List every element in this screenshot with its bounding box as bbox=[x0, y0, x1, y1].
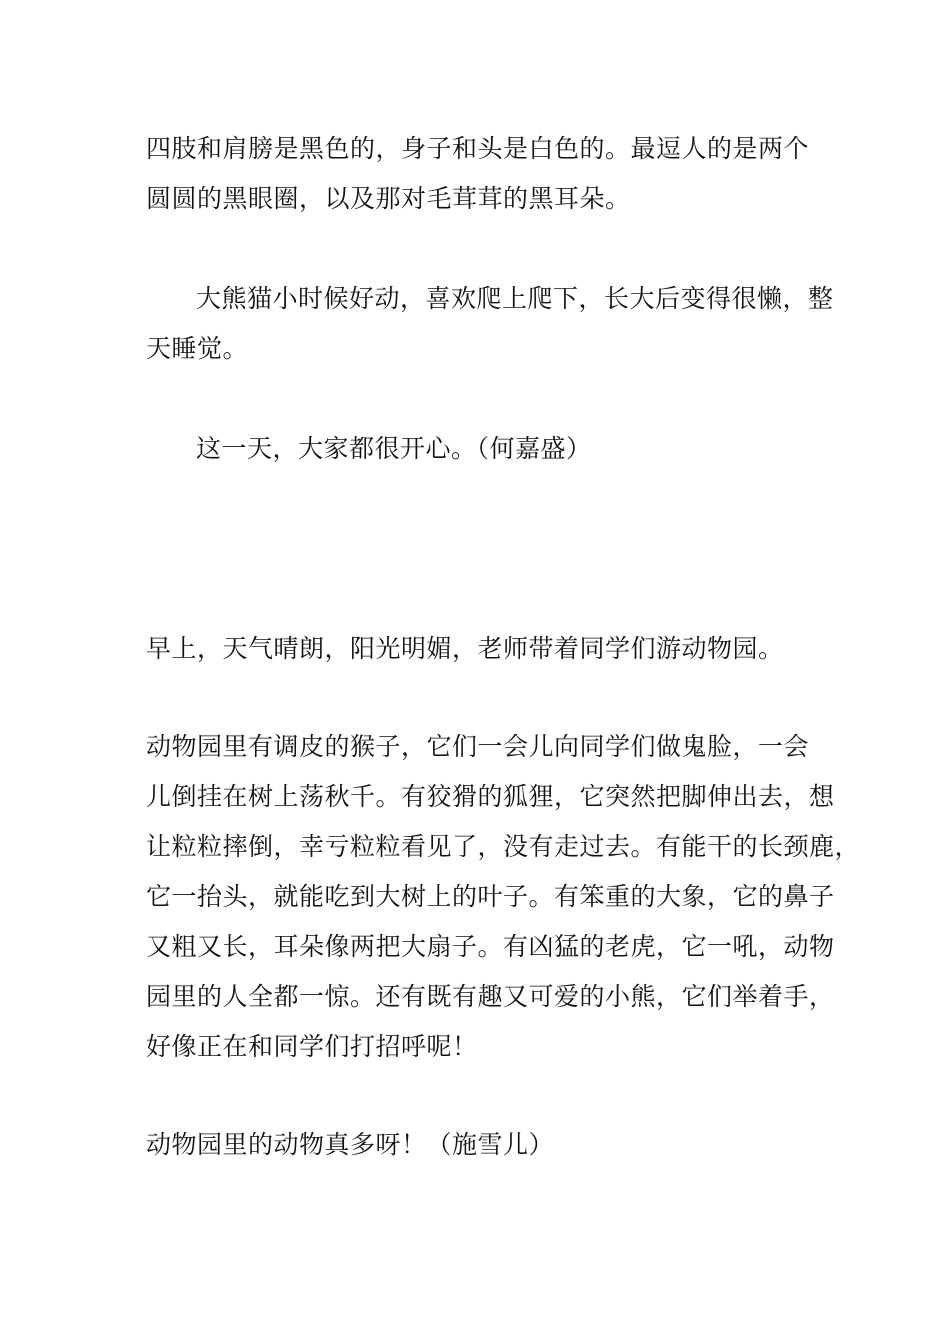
text-line: 天睡觉。 bbox=[146, 334, 249, 363]
text-line: 好像正在和同学们打招呼呢！ bbox=[146, 1032, 478, 1061]
paragraph-closing-he-jiasheng bbox=[146, 424, 816, 474]
text-line: 儿倒挂在树上荡秋千。有狡猾的狐狸，它突然把脚伸出去，想 bbox=[146, 782, 835, 811]
text-line: 四肢和肩膀是黑色的，身子和头是白色的。最逗人的是两个 bbox=[146, 134, 810, 163]
text-line: 动物园里的动物真多呀！（施雪儿） bbox=[146, 1130, 555, 1159]
paragraph-zoo-trip-opening bbox=[146, 624, 816, 674]
text-line: 动物园里有调皮的猴子，它们一会儿向同学们做鬼脸，一会 bbox=[146, 732, 810, 761]
paragraph-panda-appearance bbox=[146, 124, 816, 224]
text-line: 这一天，大家都很开心。（何嘉盛） bbox=[196, 434, 592, 463]
text-line: 圆圆的黑眼圈，以及那对毛茸茸的黑耳朵。 bbox=[146, 184, 631, 213]
text-line: 又粗又长，耳朵像两把大扇子。有凶猛的老虎，它一吼，动物 bbox=[146, 932, 835, 961]
paragraph-panda-habits bbox=[146, 274, 834, 374]
paragraph-closing-shi-xueer bbox=[146, 1120, 816, 1170]
paragraph-zoo-animals bbox=[146, 722, 861, 1072]
text-line: 园里的人全都一惊。还有既有趣又可爱的小熊，它们举着手， bbox=[146, 982, 835, 1011]
text-line: 它一抬头，就能吃到大树上的叶子。有笨重的大象，它的鼻子 bbox=[146, 882, 835, 911]
text-line: 早上，天气晴朗，阳光明媚，老师带着同学们游动物园。 bbox=[146, 634, 784, 663]
text-line: 大熊猫小时候好动，喜欢爬上爬下，长大后变得很懒，整 bbox=[196, 284, 834, 313]
text-line: 让粒粒摔倒，幸亏粒粒看见了，没有走过去。有能干的长颈鹿， bbox=[146, 832, 861, 861]
